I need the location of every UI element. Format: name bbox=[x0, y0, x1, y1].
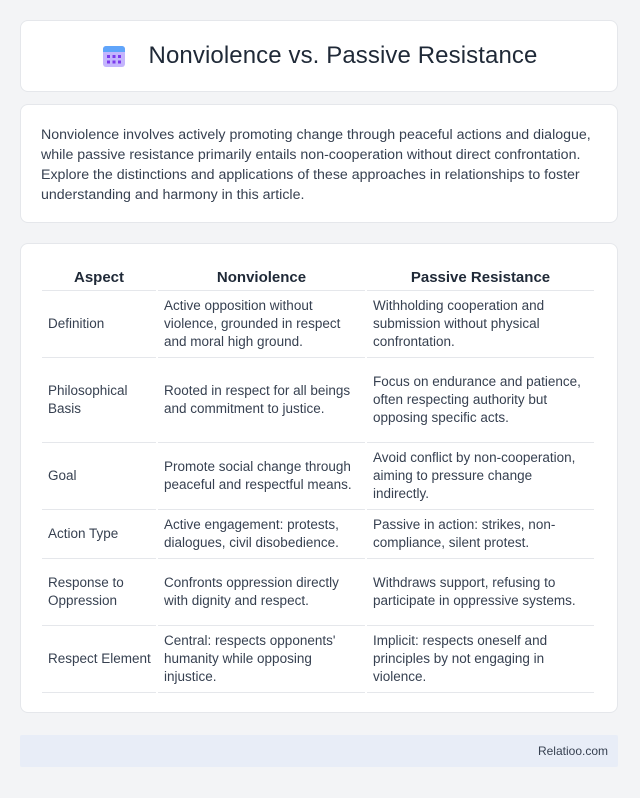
row-nonviolence: Active engagement: protests, dialogues, civil disobedience. bbox=[158, 510, 365, 559]
row-aspect: Philosophical Basis bbox=[42, 358, 156, 443]
table-row bbox=[42, 358, 594, 443]
comparison-table bbox=[40, 266, 596, 693]
row-nonviolence: Active opposition without violence, grounded in respect and moral high ground. bbox=[158, 291, 365, 358]
footer-brand[interactable]: Relatioo.com bbox=[537, 744, 608, 758]
row-passive: Passive in action: strikes, non-compliance, silent protest. bbox=[367, 510, 594, 559]
calendar-icon bbox=[101, 43, 127, 69]
intro-card bbox=[20, 104, 618, 223]
row-passive: Focus on endurance and patience, often respecting authority but opposing specific acts. bbox=[367, 358, 594, 443]
table-header-row bbox=[42, 266, 594, 291]
footer bbox=[20, 735, 618, 767]
table-row bbox=[42, 626, 594, 693]
header-nonviolence: Nonviolence bbox=[158, 266, 365, 291]
row-passive: Implicit: respects oneself and principles by not engaging in violence. bbox=[367, 626, 594, 693]
row-nonviolence: Confronts oppression directly with dignity and respect. bbox=[158, 559, 365, 626]
header-aspect: Aspect bbox=[42, 266, 156, 291]
row-passive: Withholding cooperation and submission without physical confrontation. bbox=[367, 291, 594, 358]
row-aspect: Action Type bbox=[42, 510, 156, 559]
row-aspect: Respect Element bbox=[42, 626, 156, 693]
row-aspect: Definition bbox=[42, 291, 156, 358]
row-nonviolence: Promote social change through peaceful and respectful means. bbox=[158, 443, 365, 510]
row-aspect: Goal bbox=[42, 443, 156, 510]
row-nonviolence: Rooted in respect for all beings and commitment to justice. bbox=[158, 358, 365, 443]
row-aspect: Response to Oppression bbox=[42, 559, 156, 626]
table-row bbox=[42, 291, 594, 358]
header-passive-resistance: Passive Resistance bbox=[367, 266, 594, 291]
row-passive: Withdraws support, refusing to participate in oppressive systems. bbox=[367, 559, 594, 626]
title-card bbox=[20, 20, 618, 92]
table-row bbox=[42, 510, 594, 559]
page-title: Nonviolence vs. Passive Resistance bbox=[148, 42, 538, 69]
row-nonviolence: Central: respects opponents' humanity while opposing injustice. bbox=[158, 626, 365, 693]
table-row bbox=[42, 559, 594, 626]
intro-paragraph: Nonviolence involves actively promoting change through peaceful actions and dialogue, while passive resistance primarily entails non-cooperation without direct confrontation. Explore the distinctions and applications of these approaches in relationships to foster understanding and harmony in this article. bbox=[41, 127, 591, 203]
comparison-table-card bbox=[20, 243, 618, 713]
table-row bbox=[42, 443, 594, 510]
row-passive: Avoid conflict by non-cooperation, aiming to pressure change indirectly. bbox=[367, 443, 594, 510]
